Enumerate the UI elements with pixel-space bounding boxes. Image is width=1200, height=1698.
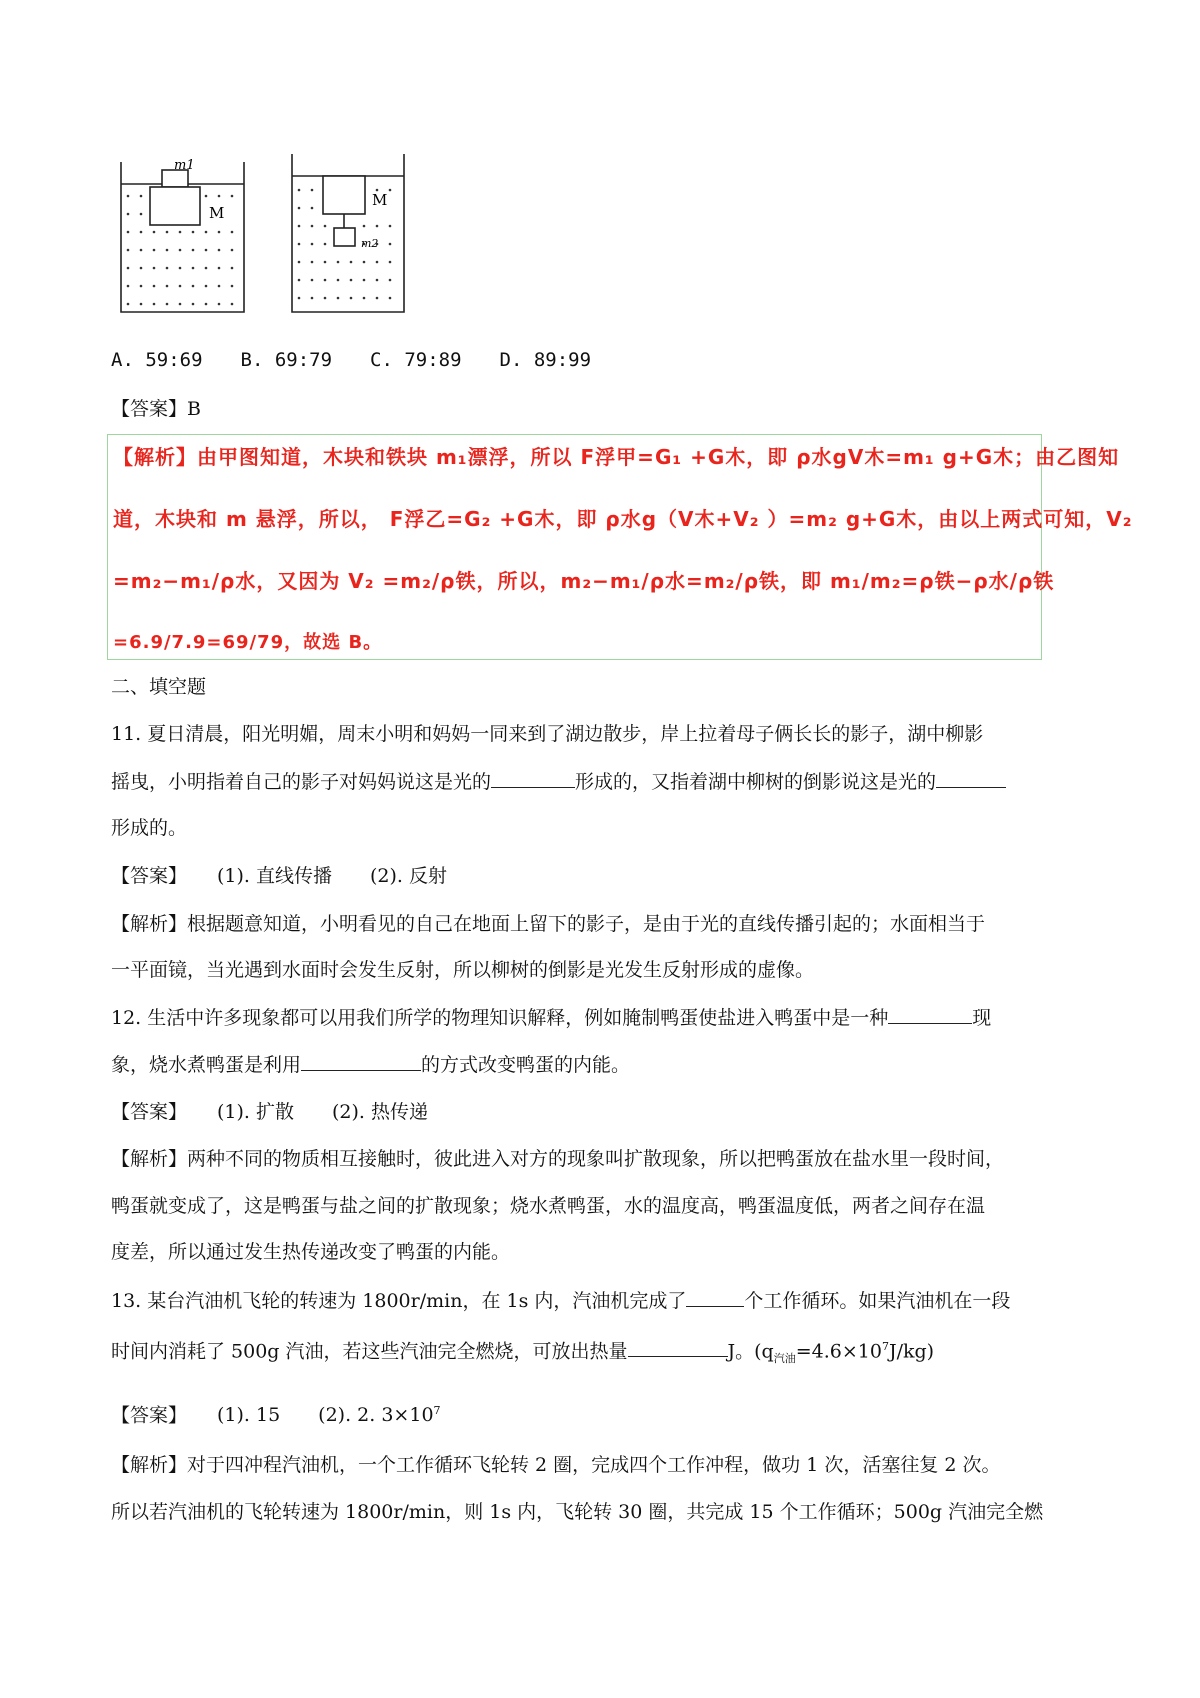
- q12-analysis-1: 【解析】两种不同的物质相互接触时，彼此进入对方的现象叫扩散现象，所以把鸭蛋放在盐水里一段时间，: [111, 1148, 1005, 1170]
- q13-answer-text: (1). 15 (2). 2. 3×10: [217, 1404, 434, 1427]
- q12-answer: [111, 1100, 428, 1124]
- water-dot: [166, 303, 169, 306]
- water-dot: [324, 243, 327, 246]
- water-dot: [389, 225, 392, 228]
- q13-subscript: 汽油: [773, 1352, 796, 1366]
- water-dot: [298, 261, 301, 264]
- water-dot: [140, 213, 143, 216]
- water-dot: [140, 249, 143, 252]
- water-dot: [140, 285, 143, 288]
- water-dot: [298, 225, 301, 228]
- water-dot: [166, 249, 169, 252]
- q12-line2: [111, 1053, 630, 1077]
- water-dot: [363, 297, 366, 300]
- q12-analysis-3: 度差，所以通过发生热传递改变了鸭蛋的内能。: [111, 1241, 511, 1263]
- q12-blank-1[interactable]: [888, 1007, 972, 1024]
- water-dot: [298, 189, 301, 192]
- label-m2: m2: [361, 237, 379, 250]
- water-dot: [218, 231, 221, 234]
- answer-10: 【答案】B: [111, 398, 201, 420]
- water-dot: [324, 279, 327, 282]
- water-dot: [311, 207, 314, 210]
- water-dot: [324, 261, 327, 264]
- q11-line1: 11. 夏日清晨，阳光明媚，周末小明和妈妈一同来到了湖边散步，岸上拉着母子俩长长的影子，湖中柳影: [111, 723, 984, 745]
- q11-answer: [111, 864, 447, 888]
- water-dot: [192, 285, 195, 288]
- container-left: [121, 162, 244, 312]
- physics-figure: [118, 150, 458, 335]
- water-dot: [298, 297, 301, 300]
- water-dot: [127, 285, 130, 288]
- water-dot: [205, 195, 208, 198]
- q13-analysis-1: 【解析】对于四冲程汽油机，一个工作循环飞轮转 2 圈，完成四个工作冲程，做功 1 次，活塞往复 2 次。: [111, 1454, 1001, 1476]
- q12-text-b: 现: [972, 1007, 992, 1029]
- water-dot: [205, 267, 208, 270]
- water-dot: [127, 267, 130, 270]
- q11-text-a: 摇曳，小明指着自己的影子对妈妈说这是光的: [111, 771, 492, 793]
- q12-text-d: 的方式改变鸭蛋的内能。: [421, 1054, 631, 1076]
- water-dot: [389, 279, 392, 282]
- water-dot: [376, 225, 379, 228]
- water-dot: [140, 303, 143, 306]
- water-dot: [389, 297, 392, 300]
- water-dot: [153, 249, 156, 252]
- water-dot: [192, 249, 195, 252]
- water-dot: [389, 189, 392, 192]
- water-dot: [166, 231, 169, 234]
- water-dot: [376, 261, 379, 264]
- water-dot: [231, 303, 234, 306]
- water-dot: [324, 225, 327, 228]
- water-dot: [324, 297, 327, 300]
- water-dot: [363, 225, 366, 228]
- water-dot: [153, 231, 156, 234]
- water-dot: [153, 303, 156, 306]
- water-dot: [311, 225, 314, 228]
- q13-answer-sup: 7: [433, 1404, 441, 1417]
- water-dot: [192, 303, 195, 306]
- water-dot: [179, 267, 182, 270]
- water-dot: [350, 279, 353, 282]
- q13-line1: [111, 1289, 1010, 1313]
- water-dot: [140, 267, 143, 270]
- q12-text-c: 象，烧水煮鸭蛋是利用: [111, 1054, 302, 1076]
- section-title: 二、填空题: [111, 676, 207, 698]
- water-dot: [337, 297, 340, 300]
- label-m1: m1: [174, 158, 195, 173]
- water-dot: [231, 231, 234, 234]
- analysis-10-line4: =6.9/7.9=69/79，故选 B。: [113, 632, 383, 653]
- water-dot: [153, 285, 156, 288]
- q11-blank-1[interactable]: [491, 771, 575, 788]
- analysis-10-line1: 【解析】由甲图知道，木块和铁块 m₁漂浮，所以 F浮甲=G₁ +G木，即 ρ水gV木=m₁ g+G木；由乙图知: [113, 445, 1120, 469]
- water-dot: [153, 267, 156, 270]
- analysis-10-line2: 道，木块和 m 悬浮，所以， F浮乙=G₂ +G木，即 ρ水g（V木+V₂ ）=m₂ g+G木，由以上两式可知，V₂: [113, 507, 1133, 531]
- water-dot: [337, 261, 340, 264]
- analysis-10-line3: =m₂−m₁/ρ水，又因为 V₂ =m₂/ρ铁，所以，m₂−m₁/ρ水=m₂/ρ铁，即 m₁/m₂=ρ铁−ρ水/ρ铁: [113, 569, 1055, 593]
- water-dot: [350, 261, 353, 264]
- q13-text-a: 13. 某台汽油机飞轮的转速为 1800r/min，在 1s 内，汽油机完成了: [111, 1290, 687, 1312]
- water-dot: [218, 267, 221, 270]
- water-dot: [389, 243, 392, 246]
- q11-line2: [111, 770, 1006, 794]
- water-dot: [205, 285, 208, 288]
- q13-superscript: 7: [881, 1340, 889, 1353]
- label-M-right: M: [372, 191, 388, 209]
- water-dot: [166, 285, 169, 288]
- q11-analysis-1: 【解析】根据题意知道，小明看见的自己在地面上留下的影子，是由于光的直线传播引起的；水面相当于: [111, 913, 986, 935]
- water-dot: [218, 303, 221, 306]
- water-dot: [389, 261, 392, 264]
- q13-answer-label: 【答案】: [111, 1404, 188, 1427]
- q11-text-b: 形成的，又指着湖中柳树的倒影说这是光的: [575, 771, 937, 793]
- water-dot: [311, 297, 314, 300]
- water-dot: [231, 195, 234, 198]
- water-dot: [192, 231, 195, 234]
- water-dot: [218, 195, 221, 198]
- q13-text-e: =4.6×10: [795, 1340, 882, 1363]
- water-dot: [218, 285, 221, 288]
- water-dot: [311, 279, 314, 282]
- water-dot: [205, 303, 208, 306]
- water-dot: [298, 279, 301, 282]
- q13-text-f: J/kg): [888, 1340, 935, 1363]
- label-M-left: M: [209, 204, 225, 222]
- water-dot: [127, 303, 130, 306]
- q13-blank-1[interactable]: [686, 1290, 744, 1307]
- q13-text-d: J。(q: [727, 1340, 774, 1363]
- water-dot: [363, 261, 366, 264]
- water-dot: [231, 267, 234, 270]
- q11-analysis-2: 一平面镜，当光遇到水面时会发生反射，所以柳树的倒影是光发生反射形成的虚像。: [111, 959, 815, 981]
- q12-analysis-2: 鸭蛋就变成了，这是鸭蛋与盐之间的扩散现象；烧水煮鸭蛋，水的温度高，鸭蛋温度低，两者之间存在温: [111, 1195, 986, 1217]
- water-dot: [205, 231, 208, 234]
- q12-answer-text: (1). 扩散 (2). 热传递: [217, 1101, 429, 1123]
- q12-line1: [111, 1006, 991, 1030]
- water-dot: [298, 207, 301, 210]
- water-dot: [179, 285, 182, 288]
- water-dot: [337, 279, 340, 282]
- water-dot: [311, 243, 314, 246]
- water-dot: [376, 279, 379, 282]
- q13-analysis-2: 所以若汽油机的飞轮转速为 1800r/min，则 1s 内，飞轮转 30 圈，共完成 15 个工作循环；500g 汽油完全燃: [111, 1501, 1044, 1523]
- water-dot: [350, 297, 353, 300]
- q13-line2: [111, 1335, 934, 1371]
- water-dot: [127, 231, 130, 234]
- answer-options: A. 59:69 B. 69:79 C. 79:89 D. 89:99: [111, 349, 592, 371]
- q12-blank-2[interactable]: [301, 1054, 421, 1071]
- water-dot: [127, 213, 130, 216]
- q11-answer-label: 【答案】: [111, 865, 188, 887]
- water-dot: [363, 279, 366, 282]
- water-dot: [166, 267, 169, 270]
- water-dot: [179, 303, 182, 306]
- water-dot: [179, 249, 182, 252]
- q13-answer: [111, 1399, 441, 1427]
- water-dot: [205, 249, 208, 252]
- water-dot: [231, 249, 234, 252]
- water-dot: [311, 189, 314, 192]
- water-dot: [179, 231, 182, 234]
- q13-text-c: 时间内消耗了 500g 汽油，若这些汽油完全燃烧，可放出热量: [111, 1340, 628, 1363]
- water-dot: [376, 297, 379, 300]
- q11-answer-text: (1). 直线传播 (2). 反射: [217, 865, 448, 887]
- water-dot: [192, 267, 195, 270]
- water-dot: [218, 249, 221, 252]
- q12-text-a: 12. 生活中许多现象都可以用我们所学的物理知识解释，例如腌制鸭蛋使盐进入鸭蛋中是一种: [111, 1007, 889, 1029]
- q13-text-b: 个工作循环。如果汽油机在一段: [744, 1290, 1011, 1312]
- q13-blank-2[interactable]: [628, 1340, 728, 1357]
- water-dot: [127, 195, 130, 198]
- water-dot: [127, 249, 130, 252]
- water-dot: [140, 195, 143, 198]
- q11-blank-2[interactable]: [936, 771, 1006, 788]
- water-dot: [311, 261, 314, 264]
- q12-answer-label: 【答案】: [111, 1101, 188, 1123]
- water-dot: [140, 231, 143, 234]
- q11-line3: 形成的。: [111, 817, 188, 839]
- water-dot: [231, 285, 234, 288]
- container-right: [292, 154, 404, 312]
- water-dot: [298, 243, 301, 246]
